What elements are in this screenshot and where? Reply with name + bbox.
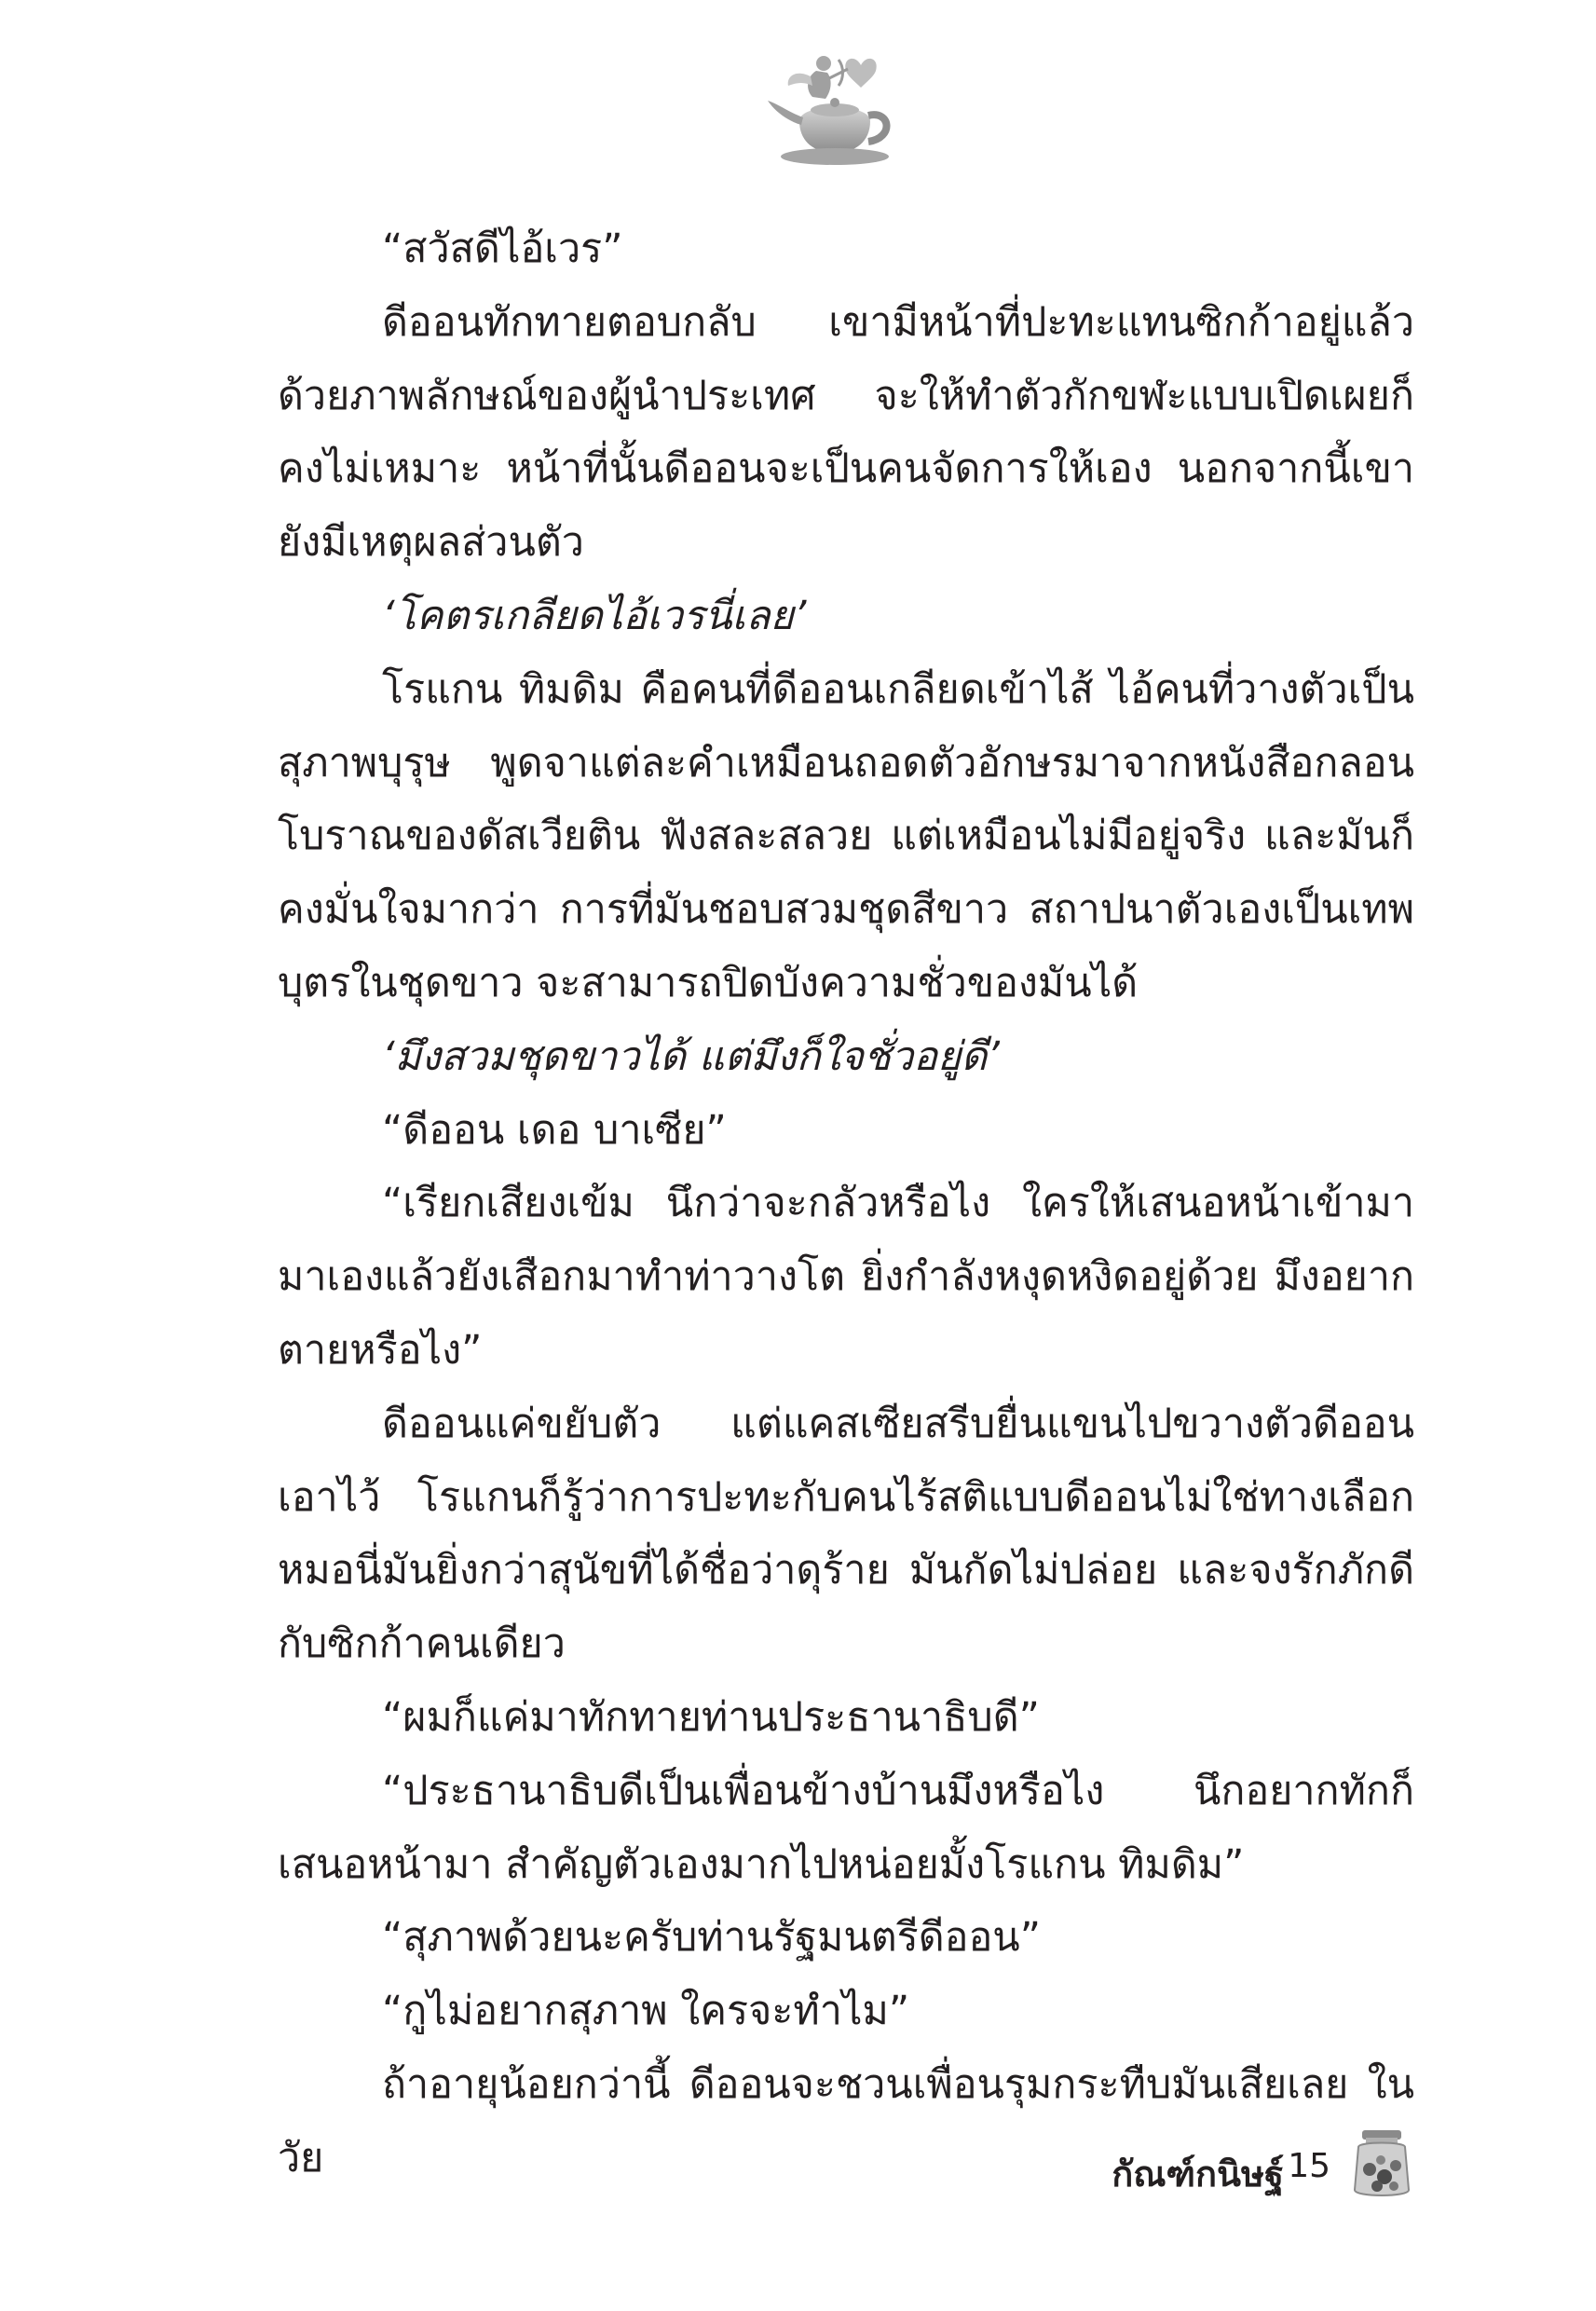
body-text <box>278 212 1414 2195</box>
paragraph: “ผมก็แค่มาทักทายท่านประธานาธิบดี” <box>382 1693 1040 1741</box>
paragraph: “เรียกเสียงเข้ม นึกว่าจะกลัวหรือไง ใครให้เสนอหน้าเข้ามา มาเองแล้วยังเสือกมาทำท่าวางโต ยิ่งกำลังหงุดหงิดอยู่ด้วย มึงอยากตายหรือไง” <box>278 1180 1414 1374</box>
paragraph: “กูไม่อยากสุภาพ ใครจะทำไม” <box>382 1988 910 2035</box>
jar-ornament-icon <box>1349 2128 1414 2201</box>
paragraph: ถ้าอายุน้อยกว่านี้ ดีออนจะชวนเพื่อนรุมกระทืบมันเสียเลย ในวัย <box>278 2060 1414 2181</box>
paragraph: ‘มึงสวมชุดขาวได้ แต่มึงก็ใจชั่วอยู่ดี’ <box>382 1032 1000 1080</box>
paragraph: ‘โคตรเกลียดไอ้เวรนี่เลย’ <box>382 592 807 639</box>
cupid-teapot-ornament-icon <box>751 45 919 175</box>
paragraph: “ดีออน เดอ บาเซีย” <box>382 1106 727 1154</box>
page-number: 15 <box>1288 2147 1330 2185</box>
paragraph: “ประธานาธิบดีเป็นเพื่อนข้างบ้านมึงหรือไง นึกอยากทักก็เสนอหน้ามา สำคัญตัวเองมากไปหน่อยมั้งโรแกน ทิมดิม” <box>278 1767 1414 1888</box>
paragraph: “สวัสดีไอ้เวร” <box>382 226 623 272</box>
book-title: กัณฑ์กนิษฐ์ <box>1112 2154 1284 2195</box>
paragraph: ดีออนแค่ขยับตัว แต่แคสเซียสรีบยื่นแขนไปขวางตัวดีออนเอาไว้ โรแกนก็รู้ว่าการปะทะกับคนไร้สติแบบดีออนไม่ใช่ทางเลือก หมอนี่มันยิ่งกว่าสุนัขที่ได้ชื่อว่าดุร้าย มันกัดไม่ปล่อย และจงรักภักดีกับซิกก้าคนเดียว <box>278 1400 1414 1668</box>
paragraph: โรแกน ทิมดิม คือคนที่ดีออนเกลียดเข้าไส้ ไอ้คนที่วางตัวเป็นสุภาพบุรุษ พูดจาแต่ละคำเหมือนถอดตัวอักษรมาจากหนังสือกลอนโบราณของดัสเวียติน ฟังสละสลวย แต่เหมือนไม่มีอยู่จริง และมันก็คงมั่นใจมากว่า การที่มันชอบสวมชุดสีขาว สถาปนาตัวเองเป็นเทพบุตรในชุดขาว จะสามารถปิดบังความชั่วของมันได้ <box>278 665 1414 1006</box>
paragraph: “สุภาพด้วยนะครับท่านรัฐมนตรีดีออน” <box>382 1914 1041 1962</box>
paragraph: ดีออนทักทายตอบกลับ เขามีหน้าที่ปะทะแทนซิกก้าอยู่แล้ว ด้วยภาพลักษณ์ของผู้นำประเทศ จะให้ทำตัวกักขฬะแบบเปิดเผยก็คงไม่เหมาะ หน้าที่นั้นดีออนจะเป็นคนจัดการให้เอง นอกจากนี้เขายังมีเหตุผลส่วนตัว <box>278 298 1414 567</box>
